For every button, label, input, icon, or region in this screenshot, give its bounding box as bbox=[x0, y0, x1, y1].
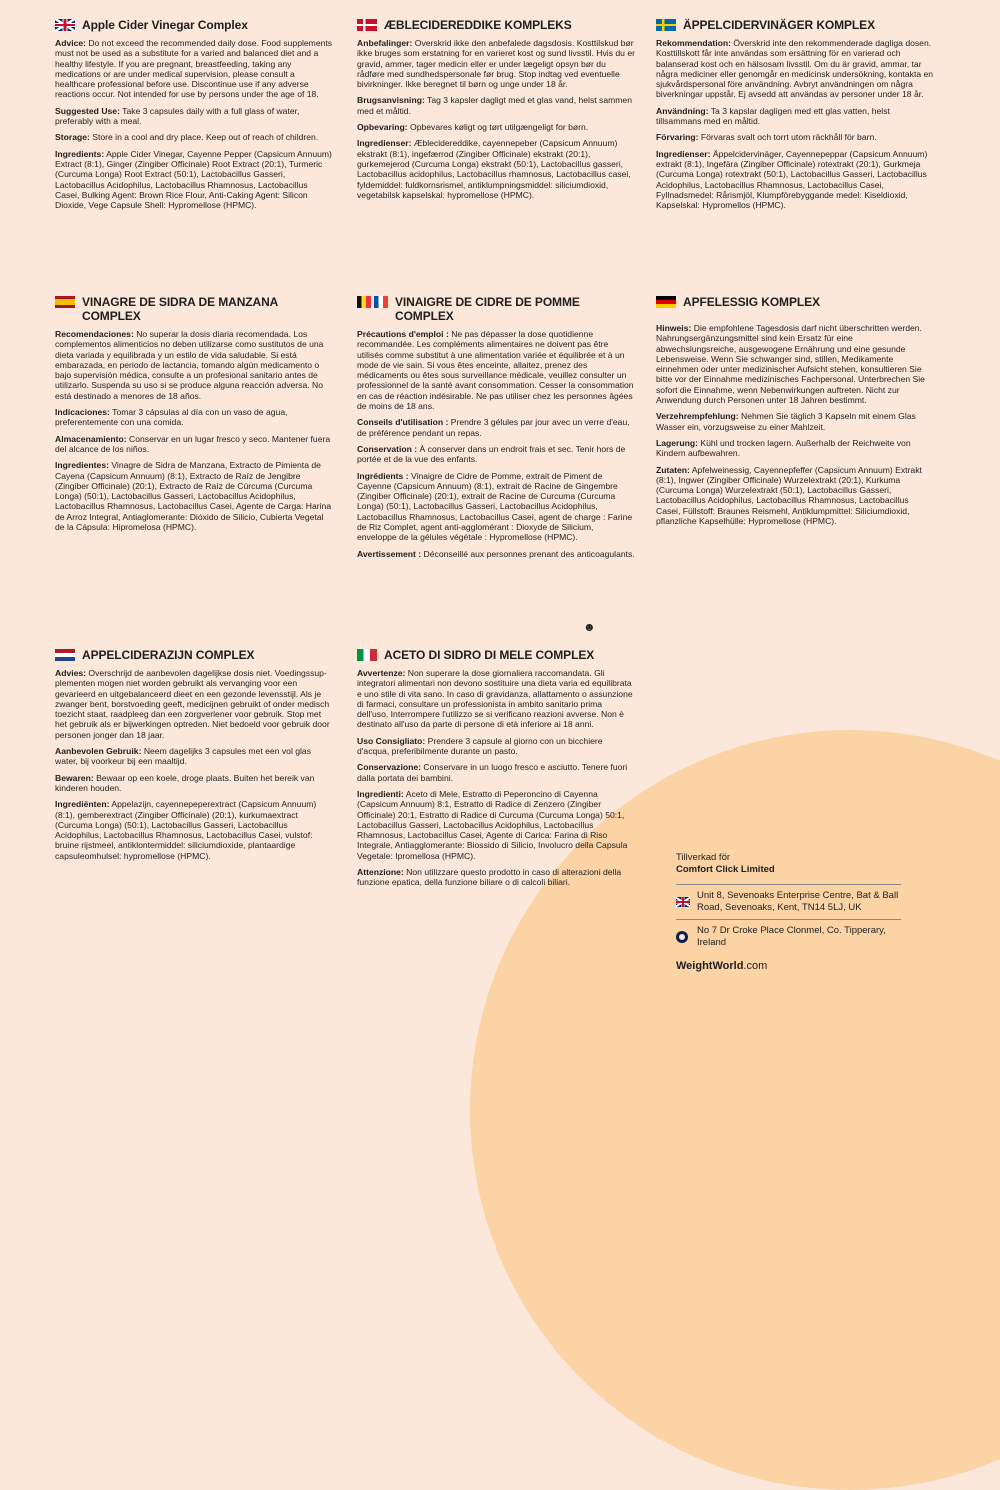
section-german: APFELESSIG KOMPLEX Hinweis: Die empfohlene Tagesdosis darf nicht überschritten werden. Nahrungsergänzungsmittel sind kein Ersatz für eine abwechslungsreiche, ausgewogene Ernährung und eine gesunde Lebensweise. Wenn Sie schwanger sind, stillen, Medikamente einnehmen oder unter medizinischer Aufsicht stehen, konsultieren Sie bitte vor der Einnahme medizinisches Fachpersonal. Unterbrechen Sie sofort die Einnahme, wenn Nebenwirkungen auftreten. Nicht zur Anwendung durch Personen unter 18 Jahren bestimmt. Verzehrempfehlung: Nehmen Sie täglich 3 Kapseln mit einem Glas Wasser ein, vorzugsweise zu einer Mahlzeit. Lagerung: Kühl und trocken lagern. Außerhalb der Reichweite von Kindern aufbewahren. Zutaten: Apfelweinessig, Cayennepfeffer (Capsicum Annuum) Extrakt (8:1), Ingwer (Zingiber Officinale) Wurzelextrakt (20:1), Kurkuma (Curcuma Longa) Wurzelextrakt (50:1), Lactobacillus Gasseri, Lactobacillus Acidophilus, Lactobacillus Rhamnosus, Lactobacillus Casei, Füllstoff: Braunes Reismehl, Antiklumpmittel: Siliciumdioxid, pflanzliche Kapselhülle: Hypromellose (HPMC). bbox=[656, 295, 925, 527]
uk-address-row bbox=[676, 884, 901, 919]
section-english: Apple Cider Vinegar Complex Advice: Do not exceed the recommended daily dose. Food supplements must not be used as a substitute for a varied and balanced diet and a healthy lifestyle. If you are pregnant, breastfeeding, taking any medications or are under medical supervision, please consult a healthcare professional before use. Discontinue use if any adverse reactions occur. Not intended for use by persons under the age of 18. Suggested Use: Take 3 capsules daily with a full glass of water, preferably with a meal. Storage: Store in a cool and dry place. Keep out of reach of children. Ingredients: Apple Cider Vinegar, Cayenne Pepper (Capsicum Annuum) Extract (8:1), Ginger (Zingiber Officinale) Root Extract (20:1), Turmeric (Curcuma Longa) Root Extract (50:1), Lactobacillus Gasseri, Lactobacillus Acidophilus, Lactobacillus Rhamnosus, Lactobacillus Casei, Bulking Agent: Brown Rice Flour, Anti-Caking Agent: Silicon Dioxide, Vege Capsule Shell: Hypromellose (HPMC). bbox=[55, 18, 333, 211]
netherlands-flag-icon bbox=[55, 649, 75, 661]
section-title: APFELESSIG KOMPLEX bbox=[683, 295, 820, 309]
section-title: ÄPPELCIDERVINÄGER KOMPLEX bbox=[683, 18, 875, 32]
pregnancy-warning-icon: ☻ bbox=[583, 620, 596, 634]
brand-website: WeightWorld.com bbox=[676, 960, 768, 972]
manufacturer-info bbox=[676, 852, 901, 972]
ie-address: No 7 Dr Croke Place Clonmel, Co. Tipperary, Ireland bbox=[697, 925, 886, 948]
uk-address: Unit 8, Sevenoaks Enterprise Centre, Bat & Ball Road, Sevenoaks, Kent, TN14 5LJ, UK bbox=[697, 890, 899, 913]
made-for-label: Tillverkad för bbox=[676, 852, 731, 863]
belgium-france-flag-icon bbox=[357, 296, 388, 308]
ireland-marker-icon bbox=[676, 931, 688, 943]
section-title: VINAGRE DE SIDRA DE MANZANA COMPLEX bbox=[82, 295, 278, 323]
sweden-flag-icon bbox=[656, 19, 676, 31]
spain-flag-icon bbox=[55, 296, 75, 308]
section-italian: ACETO DI SIDRO DI MELE COMPLEX Avvertenze: Non superare la dose giornaliera raccomandata. Gli integratori alimentari non devono sostituire una dieta varia ed equilibrata e uno stile di vita sano. In caso di gravidanza, allattamento o assunzione di farmaci, consultare un professionista in ambito sanitario prima dell'uso. Interrompere l'utilizzo se si verificano reazioni avverse. Non è destinato all'uso da parte di persone di età inferiore ai 18 anni. Uso Consigliato: Prendere 3 capsule al giorno con un bicchiere d'acqua, preferibilmente durante un pasto. Conservazione: Conservare in un luogo fresco e asciutto. Tenere fuori dalla portata dei bambini. Ingredienti: Aceto di Mele, Estratto di Peperoncino di Cayenna (Capsicum Annuum) 8:1, Estratto di Radice di Zenzero (Zingiber Officinale) 20:1, Estratto di Radice di Curcuma (Curcuma Longa) 50:1, Lactobacillus Gasseri, Lactobacillus Acidophilus, Lactobacillus Rhamnosus, Lactobacillus Casei, Agente di Carica: Farina di Riso Integrale, Antiagglomerante: Biossido di Silicio, Involucro della Capsula Vegetale: Ipromellosa (HPMC). Attenzione: Non utilizzare questo prodotto in caso di alterazioni della funzione epatica, della funzione biliare o di calcoli biliari. bbox=[357, 648, 633, 888]
italy-flag-icon bbox=[357, 649, 377, 661]
denmark-flag-icon bbox=[357, 19, 377, 31]
section-title: ÆBLECIDEREDDIKE KOMPLEKS bbox=[384, 18, 572, 32]
uk-flag-icon bbox=[55, 19, 75, 31]
germany-flag-icon bbox=[656, 296, 676, 308]
section-title: VINAIGRE DE CIDRE DE POMME COMPLEX bbox=[395, 295, 580, 323]
section-french: VINAIGRE DE CIDRE DE POMME COMPLEX Précautions d'emploi : Ne pas dépasser la dose quotidienne recommandée. Les compléments alimentaires ne doivent pas être utilisés comme substitut à une alimentation variée et équilibrée et à un mode de vie sain. Si vous êtes enceinte, allaitez, prenez des médicaments ou êtes sous surveillance médicale, veuillez consulter un professionnel de la santé avant consommation. Cesser la consommation en cas de réaction indésirable. Ne pas utiliser chez les personnes âgées de moins de 18 ans. Conseils d'utilisation : Prendre 3 gélules par jour avec un verre d'eau, de préférence pendant un repas. Conservation : À conserver dans un endroit frais et sec. Tenir hors de portée et de la vue des enfants. Ingrédients : Vinaigre de Cidre de Pomme, extrait de Piment de Cayenne (Capsicum Annuum) (8:1), extrait de Racine de Gingembre (Zingiber Officinale) (20:1), extrait de Racine de Curcuma (Curcuma Longa) (50:1), Lactobacillus Gasseri, Lactobacillus Acidophilus, Lactobacillus Rhamnosus, Lactobacillus Casei, agent de charge : Farine de Riz Complet, agent anti-agglomérant : Dioxyde de Silicium, enveloppe de la gélules végétale : Hypromellose (HPMC). Avertissement : Déconseillé aux personnes prenant des anticoagulants. bbox=[357, 295, 635, 559]
ie-address-row bbox=[676, 919, 901, 954]
company-name: Comfort Click Limited bbox=[676, 864, 775, 875]
section-title: Apple Cider Vinegar Complex bbox=[82, 18, 248, 32]
section-title: APPELCIDERAZIJN COMPLEX bbox=[82, 648, 255, 662]
section-dutch: APPELCIDERAZIJN COMPLEX Advies: Overschrijd de aanbevolen dagelijkse dosis niet. Voedingssup- plementen mogen niet worden gebruikt als vervanging voor een gevarieerd en uitgebalanceerd dieet en een gezonde levensstijl. Als je zwanger bent, borstvoeding geeft, medicijnen gebruikt of onder medisch toezicht staat, raadpleeg dan een zorgverlener voor gebruik. Stop met het gebruik als er bijwerkingen optreden. Niet bedoeld voor gebruik door personen jonger dan 18 jaar. Aanbevolen Gebruik: Neem dagelijks 3 capsules met een vol glas water, bij voorkeur bij een maaltijd. Bewaren: Bewaar op een koele, droge plaats. Buiten het bereik van kinderen houden. Ingrediënten: Appelazijn, cayennepeperextract (Capsicum Annuum) (8:1), gemberextract (Zingiber Officinale) (20:1), kurkumaextract (Curcuma Longa) (50:1), Lactobacillus Gasseri, Lactobacillus Acidophilus, Lactobacillus Rhamnosus, Lactobacillus Casei, vulstof: bruine rijstmeel, antiklontermiddel: siliciumdioxide, plantaardige capsuleomhulsel: hypromellose (HPMC). bbox=[55, 648, 330, 861]
section-spanish: VINAGRE DE SIDRA DE MANZANA COMPLEX Recomendaciones: No superar la dosis diaria recomendada. Los complementos alimenticios no deben utilizarse como sustitutos de una dieta variada y equilibrada y un estilo de vida saludable. Si está embarazada, en periodo de lactancia, tomando algún medicamento o bajo supervisión médica, consulte a un profesional sanitario antes de utilizarlo. Suspenda su uso si se produce alguna reacción adversa. No está destinado a menores de 18 años. Indicaciones: Tomar 3 cápsulas al día con un vaso de agua, preferentemente con una comida. Almacenamiento: Conservar en un lugar fresco y seco. Mantener fuera del alcance de los niños. Ingredientes: Vinagre de Sidra de Manzana, Extracto de Pimienta de Cayena (Capsicum Annuum) (8:1), Extracto de Raíz de Jengibre (Zingiber Officinale) (20:1), Extracto de Raíz de Cúrcuma (Curcuma Longa) (50:1), Lactobacillus Gasseri, Lactobacillus Acidophilus, Lactobacillus Rhamnosus, Lactobacillus Casei, Agente de Carga: Harina de Arroz Integral, Antiaglomerante: Dióxido de Silicio, Cubierta Vegetal de la Cápsula: Hipromelosa (HPMC). bbox=[55, 295, 332, 533]
section-swedish: ÄPPELCIDERVINÄGER KOMPLEX Rekommendation: Överskrid inte den rekommenderade dagliga dosen. Kosttillskott får inte användas som ersättning för en varierad och balanserad kost och en hälsosam livsstil. Om du är gravid, ammar, tar några mediciner eller genomgår en medicinsk undersökning, kontakta en sjukvårdspersonal före användning. Avbryt användningen om några biverkningar uppstår. Ej avsedd att användas av personer under 18 år. Användning: Ta 3 kapslar dagligen med ett glas vatten, helst tillsammans med en måltid. Förvaring: Förvaras svalt och torrt utom räckhåll för barn. Ingredienser: Äppelcidervinäger, Cayennepeppar (Capsicum Annuum) extrakt (8:1), Ingefära (Zingiber Officinale) rotextrakt (20:1), Gurkmeja (Curcuma Longa) rotextrakt (50:1), Lactobacillus Gasseri, Lactobacillus Acidophilus, Lactobacillus Rhamnosus, Lactobacillus Casei, Fyllnadsmedel: Rårismjöl, Klumpförebyggande medel: Kiseldioxid, Kapselskal: Hypromellos (HPMC). bbox=[656, 18, 934, 211]
uk-flag-icon bbox=[676, 897, 690, 907]
section-danish: ÆBLECIDEREDDIKE KOMPLEKS Anbefalinger: Overskrid ikke den anbefalede dagsdosis. Kosttilskud bør ikke bruges som erstatning for en varieret kost og sund livsstil. Hvis du er gravid, ammer, tager medicin eller er under lægeligt opsyn bør du rådføre med sundhedspersonale før brug. Stop indtag ved eventuelle bivirkninger. Ikke beregnet til børn og unge under 18 år. Brugsanvisning: Tag 3 kapsler dagligt med et glas vand, helst sammen med et måltid. Opbevaring: Opbevares køligt og tørt utilgængeligt for børn. Ingredienser: Æblecidereddike, cayennepeber (Capsicum Annuum) ekstrakt (8:1), ingefærrod (Zingiber Officinale) ekstrakt (20:1), gurkemejerod (Curcuma Longa) ekstrakt (50:1), Lactobacillus gasseri, Lactobacillus acidophilus, Lactobacillus rhamnosus, Lactobacillus casei, fyldemiddel: fuldkornsrismel, antiklumpningsmiddel: siliciumdioxid, vegetabilsk kapselskal: hypromellose (HPMC). bbox=[357, 18, 635, 200]
section-title: ACETO DI SIDRO DI MELE COMPLEX bbox=[384, 648, 595, 662]
